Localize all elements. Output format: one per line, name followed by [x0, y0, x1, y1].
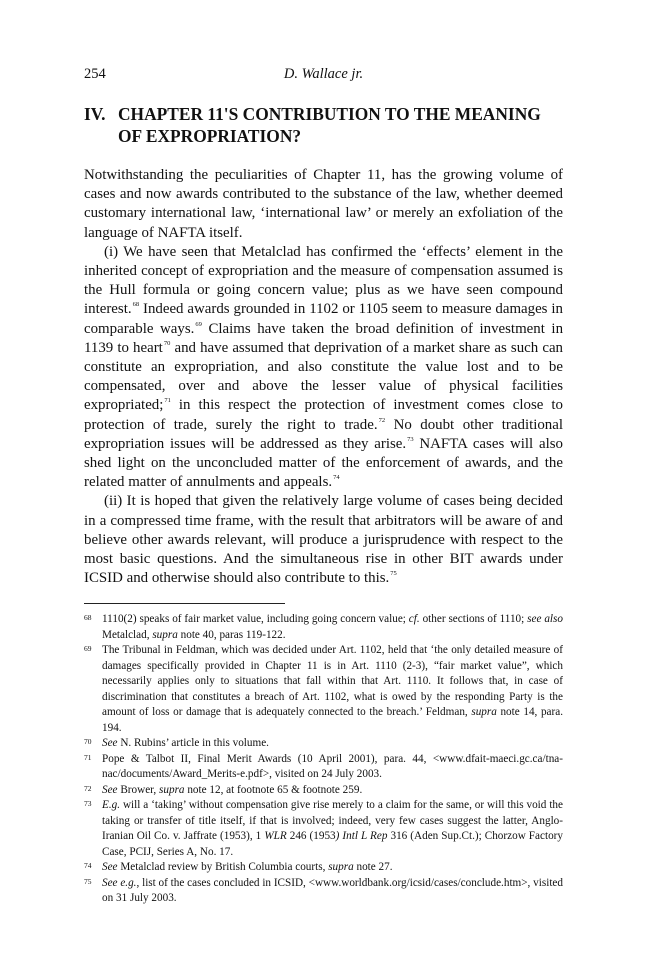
paragraph-text: Notwithstanding the peculiarities of Chapter 11, has the growing volume of cases and now awards contributed to the substance of the law, whether deemed customary international law, ‘international law’ or merely an exfoliation of the language of NAFTA itself. — [84, 167, 563, 241]
page — [84, 66, 563, 907]
footnote-text: See e.g., list of the cases concluded in ICSID, <www.worldbank.org/icsid/cases/conclude.htm>, visited on 31 July 2003. — [102, 876, 563, 905]
footnote-ref[interactable]: 68 — [132, 301, 140, 309]
footnote-text: See N. Rubins’ article in this volume. — [102, 737, 269, 750]
paragraph-text: Claims have taken the broad definition of investment in 1139 to heart — [84, 320, 564, 356]
section-heading — [84, 103, 563, 147]
footnote-text: Pope & Talbot II, Final Merit Awards (10 April 2001), para. 44, <www.dfait-maeci.gc.ca/tna-nac/documents/Award_Merits-e.pdf>, visited on 24 July 2003. — [102, 752, 563, 781]
footnote-ref[interactable]: 70 — [163, 339, 171, 347]
footnote-text: See Metalclad review by British Columbia courts, supra note 27. — [102, 861, 393, 874]
footnote-ref[interactable]: 74 — [333, 474, 340, 482]
footnote — [84, 876, 563, 907]
footnote-ref[interactable]: 73 — [407, 435, 414, 443]
footnote-ref[interactable]: 69 — [195, 320, 202, 328]
footnote — [84, 612, 563, 643]
page-number: 254 — [84, 66, 106, 82]
paragraph-text: Indeed awards grounded in 1102 or 1105 seem to measure damages in comparable ways. — [84, 301, 563, 337]
running-head: D. Wallace jr. — [283, 66, 364, 82]
paragraph-text: NAFTA cases will also shed light on the unconcluded matter of the enforcement of awards, and the related matter of annulments and appeals. — [84, 435, 563, 491]
footnote-number: 72 — [84, 783, 92, 793]
paragraph-text: (i) We have seen that Metalclad has confirmed the ‘effects’ element in the inherited concept of expropriation and the measure of compensation assumed is the Hull formula or going concern value; plus as we have seen compound interest. — [84, 243, 563, 318]
footnote-number: 73 — [84, 799, 92, 809]
footnote — [84, 860, 563, 876]
paragraph-text: (ii) It is hoped that given the relatively large volume of cases being decided in a compressed time frame, with the result that arbitrators will be aware of and believe other awards relevant, will produce a jurisprudence with respect to the most basic questions. And the simultaneous rise in other BIT awards under ICSID and otherwise should also contribute to this. — [84, 493, 563, 587]
paragraph — [84, 166, 563, 243]
footnote — [84, 752, 563, 783]
footnote-number: 68 — [84, 613, 92, 623]
footnote-text: See Brower, supra note 12, at footnote 65 & footnote 259. — [102, 783, 363, 796]
paragraph-text: No doubt other traditional expropriation issues will be addressed as they arise. — [84, 416, 563, 452]
section-number: IV. — [84, 104, 106, 124]
footnote-ref[interactable]: 71 — [164, 397, 171, 405]
footnote — [84, 798, 563, 860]
paragraph — [84, 492, 563, 588]
body-text — [84, 166, 563, 588]
footnote-divider — [84, 603, 285, 604]
footnote — [84, 736, 563, 752]
footnote-text: E.g. will a ‘taking’ without compensation give rise merely to a claim for the same, or will this void the taking or transfer of title itself, if that is involved; indeed, very few cases suggest the latter, Anglo-Iranian Oil Co. v. Jaffrate (1953), 1 WLR 246 (1953) Intl L Rep 316 (Aden Sup.Ct.); Chorzow Factory Case, PCIJ, Series A, No. 17. — [102, 799, 563, 858]
footnote-number: 71 — [84, 752, 92, 762]
footnote — [84, 643, 563, 736]
footnote-ref[interactable]: 72 — [378, 416, 386, 424]
footnote — [84, 783, 563, 799]
footnote-ref[interactable]: 75 — [390, 570, 397, 578]
paragraph-text: in this respect the protection of investment comes close to protection of trade, surely the right to trade. — [84, 397, 563, 433]
footnote-text: 1110(2) speaks of fair market value, including going concern value; cf. other sections of 1110; see also Metalclad, supra note 40, paras 119-122. — [102, 613, 563, 641]
footnote-number: 75 — [84, 876, 92, 886]
footnote-number: 69 — [84, 644, 92, 654]
footnote-number: 70 — [84, 737, 92, 747]
footnote-number: 74 — [84, 861, 92, 871]
paragraph — [84, 243, 563, 493]
footnote-text: The Tribunal in Feldman, which was decided under Art. 1102, held that ‘the only detailed measure of damages specifically provided in Chapter 11 is in Art. 1110 (2-3), “fair market value”, which necessarily applies only to situations that fall within that Art. 1110. It follows that, in case of discrimination that constitutes a breach of Art. 1102, what is owed by the responding Party is the amount of loss or damage that is adequately connected to the breach.’ Feldman, supra note 14, para. 194. — [102, 644, 564, 734]
footnotes — [84, 612, 563, 907]
running-header — [84, 66, 563, 86]
paragraph-text: and have assumed that deprivation of a market share as such can constitute an expropriation, and also constitute the value lost and to be compensated, over and above the lesser value of physical facilities expropriated; — [84, 339, 564, 414]
section-title: CHAPTER 11'S CONTRIBUTION TO THE MEANING OF EXPROPRIATION? — [118, 104, 541, 146]
